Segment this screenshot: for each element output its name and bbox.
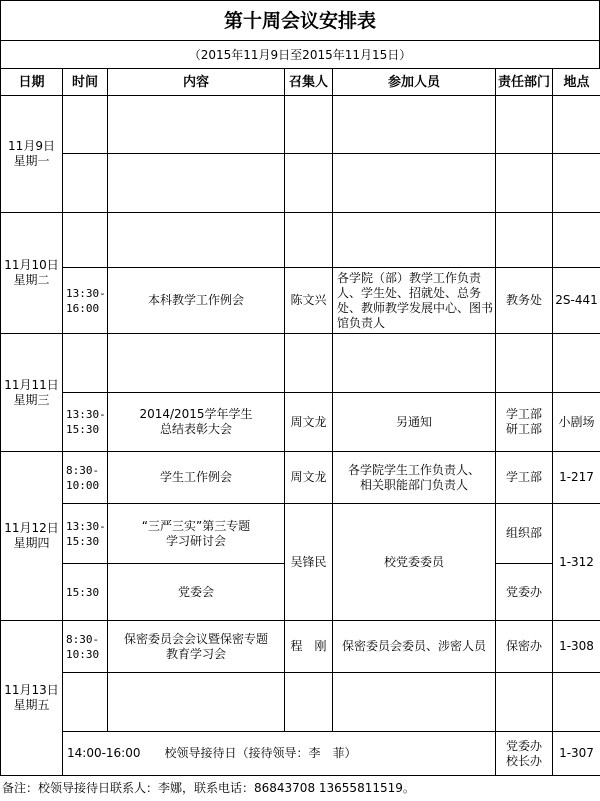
meeting-time: 8:30- 10:30 [63, 621, 108, 673]
day-date: 11月13日 [4, 683, 59, 697]
table-row [1, 452, 600, 504]
meeting-convener: 周文龙 [285, 393, 333, 452]
day-date: 11月11日 [4, 377, 59, 392]
meeting-department: 学工部 研工部 [496, 393, 553, 452]
day-cell-fri [1, 621, 63, 776]
meeting-department: 学工部 [496, 452, 553, 504]
footnote: 备注：校领导接待日联系人：李娜，联系电话：86843708 13655811519。 [2, 781, 415, 795]
meeting-time: 13:30- 16:00 [63, 268, 108, 334]
meeting-participants: 保密委员会委员、涉密人员 [333, 621, 496, 673]
day-date: 11月12日 [4, 521, 59, 535]
header-content: 内容 [108, 69, 285, 96]
day-cell-thu [1, 452, 63, 621]
meeting-content: 党委会 [108, 564, 285, 621]
meeting-location: 小剧场 [553, 393, 600, 452]
day-weekday: 星期三 [13, 392, 50, 407]
header-location: 地点 [553, 69, 600, 96]
day-date: 11月9日 [8, 139, 55, 153]
meeting-content: 2014/2015学年学生 总结表彰大会 [108, 393, 285, 452]
meeting-convener: 陈文兴 [285, 268, 333, 334]
header-date: 日期 [1, 69, 63, 96]
meeting-location: 1-308 [553, 621, 600, 673]
meeting-participants: 另通知 [333, 393, 496, 452]
meeting-time: 13:30- 15:30 [63, 504, 108, 564]
meeting-content: 本科教学工作例会 [108, 268, 285, 334]
table-row [1, 732, 600, 776]
schedule-table [0, 68, 600, 776]
meeting-content: “三严三实”第三专题 学习研讨会 [108, 504, 285, 564]
page-title: 第十周会议安排表 [0, 0, 600, 40]
meeting-participants: 各学院（部）教学工作负责人、学生处、招就处、总务处、教师教学发展中心、图书馆负责人 [333, 268, 496, 334]
table-row [1, 96, 600, 154]
day-cell-wed [1, 334, 63, 452]
day-weekday: 星期二 [13, 273, 50, 287]
meeting-department: 保密办 [496, 621, 553, 673]
meeting-participants: 各学院学生工作负责人、 相关职能部门负责人 [333, 452, 496, 504]
header-time: 时间 [63, 69, 108, 96]
meeting-time: 8:30- 10:00 [63, 452, 108, 504]
table-row [1, 621, 600, 673]
table-row [1, 334, 600, 393]
meeting-department: 教务处 [496, 268, 553, 334]
header-convener: 召集人 [285, 69, 333, 96]
meeting-convener: 吴锋民 [285, 504, 333, 621]
meeting-department: 党委办 校长办 [496, 732, 553, 776]
day-cell-tue [1, 213, 63, 334]
meeting-time: 15:30 [63, 564, 108, 621]
meeting-department: 组织部 [496, 504, 553, 564]
table-header-row [1, 69, 600, 96]
day-weekday: 星期四 [13, 536, 50, 550]
day-date: 11月10日 [4, 258, 59, 272]
table-row [1, 213, 600, 268]
meeting-department: 党委办 [496, 564, 553, 621]
meeting-time: 13:30- 15:30 [63, 393, 108, 452]
day-weekday: 星期一 [13, 154, 50, 168]
table-row [1, 393, 600, 452]
meeting-content: 保密委员会会议暨保密专题 教育学习会 [108, 621, 285, 673]
table-row [1, 268, 600, 334]
header-department: 责任部门 [496, 69, 553, 96]
table-row [1, 154, 600, 213]
header-participants: 参加人员 [333, 69, 496, 96]
meeting-location: 1-307 [553, 732, 600, 776]
day-cell-mon [1, 96, 63, 213]
meeting-location: 1-217 [553, 452, 600, 504]
meeting-location: 1-312 [553, 504, 600, 621]
meeting-content: 14:00-16:00 校领导接待日（接待领导：李 菲） [63, 732, 496, 776]
table-row [1, 673, 600, 732]
day-weekday: 星期五 [13, 698, 50, 712]
meeting-location: 2S-441 [553, 268, 600, 334]
meeting-content: 学生工作例会 [108, 452, 285, 504]
meeting-convener: 程 刚 [285, 621, 333, 673]
meeting-convener: 周文龙 [285, 452, 333, 504]
table-row [1, 504, 600, 564]
date-range: （2015年11月9日至2015年11月15日） [0, 40, 600, 68]
meeting-participants: 校党委委员 [333, 504, 496, 621]
